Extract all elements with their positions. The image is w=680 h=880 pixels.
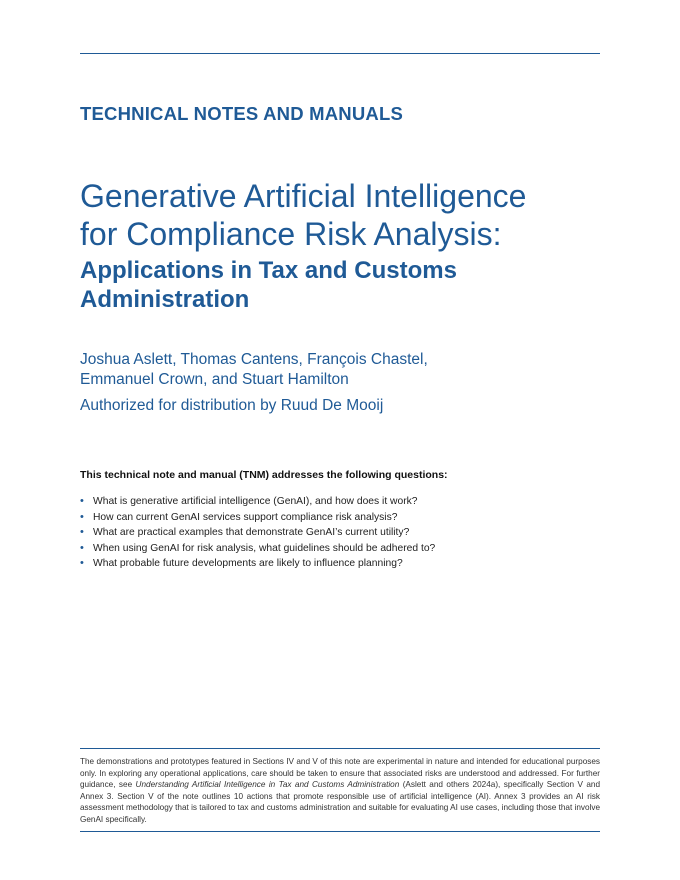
subtitle-line-1: Applications in Tax and Customs — [80, 257, 457, 284]
document-title — [80, 177, 620, 253]
question-item — [80, 556, 600, 572]
subtitle-line-2: Administration — [80, 286, 250, 313]
question-item — [80, 510, 600, 526]
question-item — [80, 541, 600, 557]
questions-list — [80, 494, 600, 572]
title-block — [80, 177, 620, 314]
document-subtitle — [80, 256, 620, 314]
question-text: What is generative artificial intelligence (GenAI), and how does it work? — [93, 496, 418, 507]
question-item — [80, 494, 600, 510]
questions-heading: This technical note and manual (TNM) addresses the following questions: — [80, 469, 448, 481]
title-line-1: Generative Artificial Intelligence — [80, 178, 527, 214]
footnote-part-2: (Aslett and others 2024a), specifically Section V and Annex 3. Section V of the note outlines 10 actions that promote responsible use of artificial intelligence (AI). Annex 3 provides an AI risk assessment methodology that is tailored to tax and customs administration and suitable for evaluating AI use cases, including those that involve GenAI specifically. — [80, 780, 600, 824]
top-rule — [80, 53, 600, 54]
bullet-icon: • — [80, 526, 84, 538]
bullet-icon: • — [80, 495, 84, 507]
authorized-by: Authorized for distribution by Ruud De Mooij — [80, 397, 384, 414]
disclaimer-footnote — [80, 748, 600, 832]
question-text: How can current GenAI services support compliance risk analysis? — [93, 511, 398, 523]
bullet-icon: • — [80, 557, 84, 569]
series-label: TECHNICAL NOTES AND MANUALS — [80, 103, 403, 124]
title-line-2: for Compliance Risk Analysis: — [80, 216, 502, 252]
footnote-part-1: The demonstrations and prototypes featured in Sections IV and V of this note are experimental in nature and intended for educational purposes only. In exploring any operational applications, care should be taken to ensure that associated risks are understood and addressed. For further guidance, see — [80, 757, 600, 789]
question-text: When using GenAI for risk analysis, what guidelines should be adhered to? — [93, 542, 436, 554]
question-text: What probable future developments are likely to influence planning? — [93, 558, 403, 569]
authors — [80, 350, 500, 390]
authors-line-2: Emmanuel Crown, and Stuart Hamilton — [80, 371, 349, 388]
question-item — [80, 525, 600, 541]
bullet-icon: • — [80, 510, 84, 523]
bullet-icon: • — [80, 541, 84, 554]
footnote-cited-title: Understanding Artificial Intelligence in Tax and Customs Administration — [135, 780, 400, 789]
authors-line-1: Joshua Aslett, Thomas Cantens, François Chastel, — [80, 351, 428, 368]
question-text: What are practical examples that demonstrate GenAI’s current utility? — [93, 527, 410, 538]
